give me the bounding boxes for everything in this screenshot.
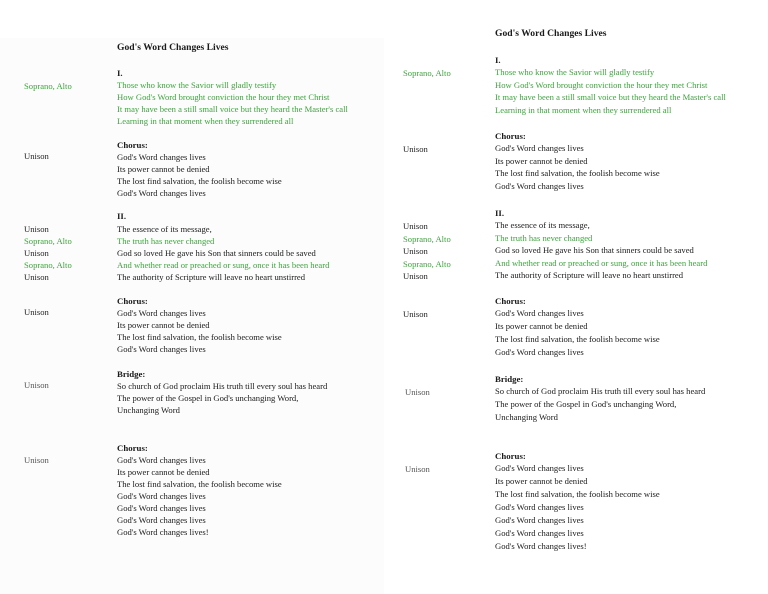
lyric-line: So church of God proclaim His truth till every soul has heard — [117, 381, 328, 391]
lyric-line: The lost find salvation, the foolish become wise — [117, 332, 282, 342]
lyric-line: The power of the Gospel in God's unchanging Word, — [495, 399, 677, 409]
part-label: Soprano, Alto — [24, 260, 72, 270]
lyric-line: God's Word changes lives — [495, 502, 584, 512]
lyric-line: Those who know the Savior will gladly testify — [495, 67, 655, 77]
part-label: Unison — [403, 246, 428, 256]
lyric-line: The lost find salvation, the foolish become wise — [117, 479, 282, 489]
lyric-line: God's Word changes lives — [495, 528, 584, 538]
lyric-line: Learning in that moment when they surrendered all — [495, 105, 672, 115]
part-label: Unison — [403, 144, 428, 154]
lyric-line: God's Word changes lives — [117, 344, 206, 354]
lyric-line: Learning in that moment when they surrendered all — [117, 116, 294, 126]
verse-heading: II. — [495, 208, 505, 218]
lyric-line: It may have been a still small voice but they heard the Master's call — [117, 104, 348, 114]
lyric-line: God's Word changes lives — [495, 181, 584, 191]
lyric-line: And whether read or preached or sung, once it has been heard — [495, 258, 708, 268]
bridge-heading: Bridge: — [495, 374, 524, 384]
lyric-line: Its power cannot be denied — [117, 320, 210, 330]
part-label: Unison — [403, 271, 428, 281]
lyric-line: Unchanging Word — [495, 412, 558, 422]
lyric-line: The authority of Scripture will leave no heart unstirred — [117, 272, 306, 282]
lyric-line: God so loved He gave his Son that sinners could be saved — [117, 248, 316, 258]
part-label: Unison — [24, 248, 49, 258]
part-label: Unison — [24, 380, 49, 390]
lyric-line: God's Word changes lives — [117, 455, 206, 465]
lyric-line: The truth has never changed — [117, 236, 215, 246]
lyric-line: God's Word changes lives — [495, 515, 584, 525]
part-label: Unison — [403, 309, 428, 319]
lyric-line: So church of God proclaim His truth till every soul has heard — [495, 386, 706, 396]
chorus-heading: Chorus: — [495, 296, 526, 306]
part-label: Unison — [24, 224, 49, 234]
part-label: Unison — [403, 221, 428, 231]
lyric-line: The authority of Scripture will leave no heart unstirred — [495, 270, 684, 280]
chorus-heading: Chorus: — [117, 140, 148, 150]
lyric-line: God's Word changes lives! — [117, 527, 209, 537]
lyric-line: God's Word changes lives — [495, 143, 584, 153]
lyric-line: The lost find salvation, the foolish become wise — [117, 176, 282, 186]
lyric-line: The truth has never changed — [495, 233, 593, 243]
part-label: Soprano, Alto — [24, 81, 72, 91]
lyric-line: The lost find salvation, the foolish become wise — [495, 489, 660, 499]
lyric-line: God's Word changes lives! — [495, 541, 587, 551]
lyric-line: The essence of its message, — [117, 224, 212, 234]
chorus-heading: Chorus: — [117, 443, 148, 453]
lyric-line: How God's Word brought conviction the hour they met Christ — [117, 92, 330, 102]
lyric-line: Unchanging Word — [117, 405, 180, 415]
chorus-heading: Chorus: — [117, 296, 148, 306]
lyric-line: It may have been a still small voice but they heard the Master's call — [495, 92, 726, 102]
lyric-line: And whether read or preached or sung, once it has been heard — [117, 260, 330, 270]
chorus-heading: Chorus: — [495, 451, 526, 461]
verse-heading: II. — [117, 211, 127, 221]
lyric-line: God's Word changes lives — [117, 503, 206, 513]
part-label: Unison — [405, 387, 430, 397]
part-label: Soprano, Alto — [403, 259, 451, 269]
part-label: Unison — [405, 464, 430, 474]
lyric-line: Its power cannot be denied — [117, 467, 210, 477]
lyric-line: God's Word changes lives — [117, 152, 206, 162]
lyric-line: God's Word changes lives — [117, 188, 206, 198]
lyric-line: God's Word changes lives — [495, 463, 584, 473]
lyric-line: Those who know the Savior will gladly testify — [117, 80, 277, 90]
lyric-line: God's Word changes lives — [495, 347, 584, 357]
song-title: God's Word Changes Lives — [495, 28, 607, 39]
chorus-heading: Chorus: — [495, 131, 526, 141]
lyric-line: Its power cannot be denied — [117, 164, 210, 174]
lyric-line: God's Word changes lives — [495, 308, 584, 318]
lyric-line: Its power cannot be denied — [495, 476, 588, 486]
lyric-line: God's Word changes lives — [117, 515, 206, 525]
verse-heading: I. — [495, 55, 501, 65]
lyric-line: The essence of its message, — [495, 220, 590, 230]
lyric-line: God's Word changes lives — [117, 308, 206, 318]
part-label: Soprano, Alto — [24, 236, 72, 246]
lyric-line: Its power cannot be denied — [495, 156, 588, 166]
part-label: Unison — [24, 272, 49, 282]
lyric-line: The lost find salvation, the foolish become wise — [495, 168, 660, 178]
verse-heading: I. — [117, 68, 123, 78]
song-title: God's Word Changes Lives — [117, 42, 229, 53]
page-right — [384, 0, 768, 594]
bridge-heading: Bridge: — [117, 369, 146, 379]
lyric-line: Its power cannot be denied — [495, 321, 588, 331]
part-label: Unison — [24, 455, 49, 465]
part-label: Unison — [24, 151, 49, 161]
lyric-line: God so loved He gave his Son that sinners could be saved — [495, 245, 694, 255]
part-label: Soprano, Alto — [403, 68, 451, 78]
lyric-line: How God's Word brought conviction the hour they met Christ — [495, 80, 708, 90]
lyric-line: The lost find salvation, the foolish become wise — [495, 334, 660, 344]
part-label: Unison — [24, 307, 49, 317]
part-label: Soprano, Alto — [403, 234, 451, 244]
lyric-line: God's Word changes lives — [117, 491, 206, 501]
lyric-line: The power of the Gospel in God's unchanging Word, — [117, 393, 299, 403]
